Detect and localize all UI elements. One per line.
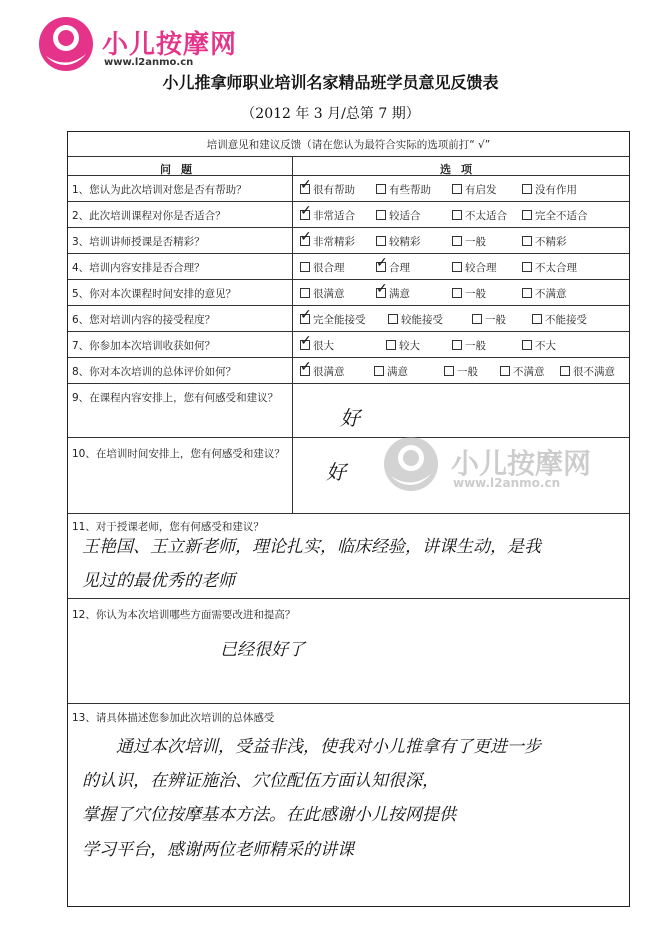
question-text: 6、您对培训内容的接受程度？ (72, 314, 216, 326)
option-checkbox[interactable]: 一般 (444, 364, 478, 379)
checkbox-box-icon (300, 307, 312, 324)
checkbox-box-icon (376, 281, 388, 298)
option-checkbox[interactable]: 很不满意 (560, 364, 615, 379)
divider (68, 331, 629, 332)
question-text: 2、此次培训课程对你是否适合？ (72, 210, 226, 222)
checkbox-box-icon (522, 236, 532, 246)
option-checkbox[interactable]: ✓ 非常精彩 (300, 229, 355, 248)
checkmark-icon: ✓ (300, 307, 312, 323)
logo-mark-icon (38, 16, 94, 72)
handwritten-answer: 通过本次培训，受益非浅，使我对小儿推拿有了更进一步 (116, 737, 541, 757)
column-header-options: 选项 (440, 163, 482, 176)
checkbox-box-icon (300, 359, 312, 376)
option-checkbox[interactable]: 很满意 (300, 286, 345, 301)
checkbox-box-icon (522, 262, 532, 272)
option-checkbox[interactable]: 很合理 (300, 260, 345, 275)
checkbox-box-icon (452, 262, 462, 272)
divider (68, 305, 629, 306)
divider (68, 383, 629, 384)
checkbox-box-icon (472, 314, 482, 324)
option-checkbox[interactable]: ✓ 很有帮助 (300, 177, 355, 196)
logo-name: 小儿按摩网 (102, 30, 238, 60)
option-checkbox[interactable]: 一般 (452, 234, 486, 249)
checkbox-box-icon (376, 236, 386, 246)
option-checkbox[interactable]: ✓ 满意 (376, 281, 410, 300)
checkbox-box-icon (376, 210, 386, 220)
option-checkbox[interactable]: 不满意 (522, 286, 567, 301)
checkmark-icon: ✓ (300, 359, 312, 375)
option-checkbox[interactable]: ✓ 很满意 (300, 359, 345, 378)
option-checkbox[interactable]: 完全不适合 (522, 208, 588, 223)
checkbox-box-icon (386, 340, 396, 350)
divider (68, 357, 629, 358)
checkbox-box-icon (522, 288, 532, 298)
handwritten-answer: 好 (340, 406, 360, 430)
checkmark-icon: ✓ (300, 177, 312, 193)
handwritten-answer: 学习平台，感谢两位老师精采的讲课 (82, 840, 354, 860)
watermark-url: www.l2anmo.cn (453, 476, 561, 490)
checkmark-icon: ✓ (376, 281, 388, 297)
option-checkbox[interactable]: 不满意 (500, 364, 545, 379)
checkbox-box-icon (374, 366, 384, 376)
question-text: 5、你对本次课程时间安排的意见？ (72, 288, 237, 300)
feedback-form (67, 131, 630, 907)
logo (38, 14, 258, 74)
question-text: 4、培训内容安排是否合理？ (72, 262, 205, 274)
checkbox-box-icon (376, 255, 388, 272)
option-checkbox[interactable]: 不能接受 (532, 312, 587, 327)
handwritten-answer: 见过的最优秀的老师 (82, 571, 235, 591)
handwritten-answer: 王艳国、王立新老师，理论扎实，临床经验，讲课生动，是我 (82, 537, 541, 557)
logo-url: www.l2anmo.cn (104, 57, 194, 68)
checkbox-box-icon (500, 366, 510, 376)
checkbox-box-icon (560, 366, 570, 376)
divider (68, 253, 629, 254)
option-checkbox[interactable]: 一般 (452, 286, 486, 301)
column-divider (292, 157, 293, 513)
option-checkbox[interactable]: 有启发 (452, 182, 497, 197)
option-checkbox[interactable]: 有些帮助 (376, 182, 431, 197)
option-checkbox[interactable]: 没有作用 (522, 182, 577, 197)
checkbox-box-icon (522, 184, 532, 194)
question-text: 3、培训讲师授课是否精彩？ (72, 236, 205, 248)
option-checkbox[interactable]: ✓ 非常适合 (300, 203, 355, 222)
handwritten-answer: 已经很好了 (220, 640, 305, 660)
checkbox-box-icon (532, 314, 542, 324)
handwritten-answer: 掌握了穴位按摩基本方法。在此感谢小儿按网提供 (82, 805, 456, 825)
option-checkbox[interactable]: 不太合理 (522, 260, 577, 275)
open-question-label: 13、请具体描述您参加此次培训的总体感受 (72, 712, 275, 724)
form-instruction: 培训意见和建议反馈（请在您认为最符合实际的选项前打“ √” (206, 139, 491, 151)
page-subtitle: （2012 年 3 月/总第 7 期） (241, 106, 420, 122)
checkbox-box-icon (522, 210, 532, 220)
question-text: 8、你对本次培训的总体评价如何？ (72, 366, 237, 378)
question-text: 7、你参加本次培训收获如何？ (72, 340, 216, 352)
option-checkbox[interactable]: 满意 (374, 364, 408, 379)
divider (68, 598, 629, 599)
checkbox-box-icon (300, 333, 312, 350)
divider (68, 513, 629, 514)
option-checkbox[interactable]: 较能接受 (388, 312, 443, 327)
open-question-label: 10、在培训时间安排上，您有何感受和建议？ (72, 448, 285, 460)
option-checkbox[interactable]: 较适合 (376, 208, 421, 223)
handwritten-answer: 好 (326, 460, 346, 484)
option-checkbox[interactable]: 较合理 (452, 260, 497, 275)
option-checkbox[interactable]: 一般 (472, 312, 506, 327)
checkbox-box-icon (452, 184, 462, 194)
checkbox-box-icon (300, 262, 310, 272)
option-checkbox[interactable]: 不精彩 (522, 234, 567, 249)
checkbox-box-icon (452, 236, 462, 246)
watermark (383, 436, 633, 496)
divider (68, 227, 629, 228)
option-checkbox[interactable]: 一般 (452, 338, 486, 353)
checkbox-box-icon (300, 288, 310, 298)
option-checkbox[interactable]: ✓ 完全能接受 (300, 307, 366, 326)
checkbox-box-icon (376, 184, 386, 194)
divider (68, 156, 629, 157)
column-header-question: 问题 (160, 163, 202, 176)
checkmark-icon: ✓ (300, 333, 312, 349)
checkbox-box-icon (300, 177, 312, 194)
handwritten-answer: 的认识，在辨证施治、穴位配伍方面认知很深， (82, 771, 439, 791)
open-question-label: 12、你认为本次培训哪些方面需要改进和提高？ (72, 609, 296, 621)
checkmark-icon: ✓ (300, 203, 312, 219)
option-checkbox[interactable]: ✓ 很大 (300, 333, 334, 352)
page-title: 小儿推拿师职业培训名家精品班学员意见反馈表 (162, 73, 499, 92)
option-checkbox[interactable]: 不太适合 (452, 208, 507, 223)
divider (68, 175, 629, 176)
option-checkbox[interactable]: 较精彩 (376, 234, 421, 249)
checkbox-box-icon (452, 210, 462, 220)
divider (68, 703, 629, 704)
checkbox-box-icon (300, 203, 312, 220)
checkbox-box-icon (452, 340, 462, 350)
checkmark-icon: ✓ (376, 255, 388, 271)
checkbox-box-icon (300, 229, 312, 246)
checkbox-box-icon (452, 288, 462, 298)
checkbox-box-icon (388, 314, 398, 324)
option-checkbox[interactable]: 较大 (386, 338, 420, 353)
divider (68, 279, 629, 280)
divider (68, 201, 629, 202)
watermark-logo-icon (383, 436, 439, 492)
option-checkbox[interactable]: ✓ 合理 (376, 255, 410, 274)
open-question-label: 9、在课程内容安排上，您有何感受和建议？ (72, 392, 279, 404)
checkbox-box-icon (522, 340, 532, 350)
open-question-label: 11、对于授课老师，您有何感受和建议？ (72, 521, 264, 533)
checkbox-box-icon (444, 366, 454, 376)
checkmark-icon: ✓ (300, 229, 312, 245)
option-checkbox[interactable]: 不大 (522, 338, 556, 353)
question-text: 1、您认为此次培训对您是否有帮助？ (72, 184, 247, 196)
watermark-name: 小儿按摩网 (451, 447, 592, 480)
